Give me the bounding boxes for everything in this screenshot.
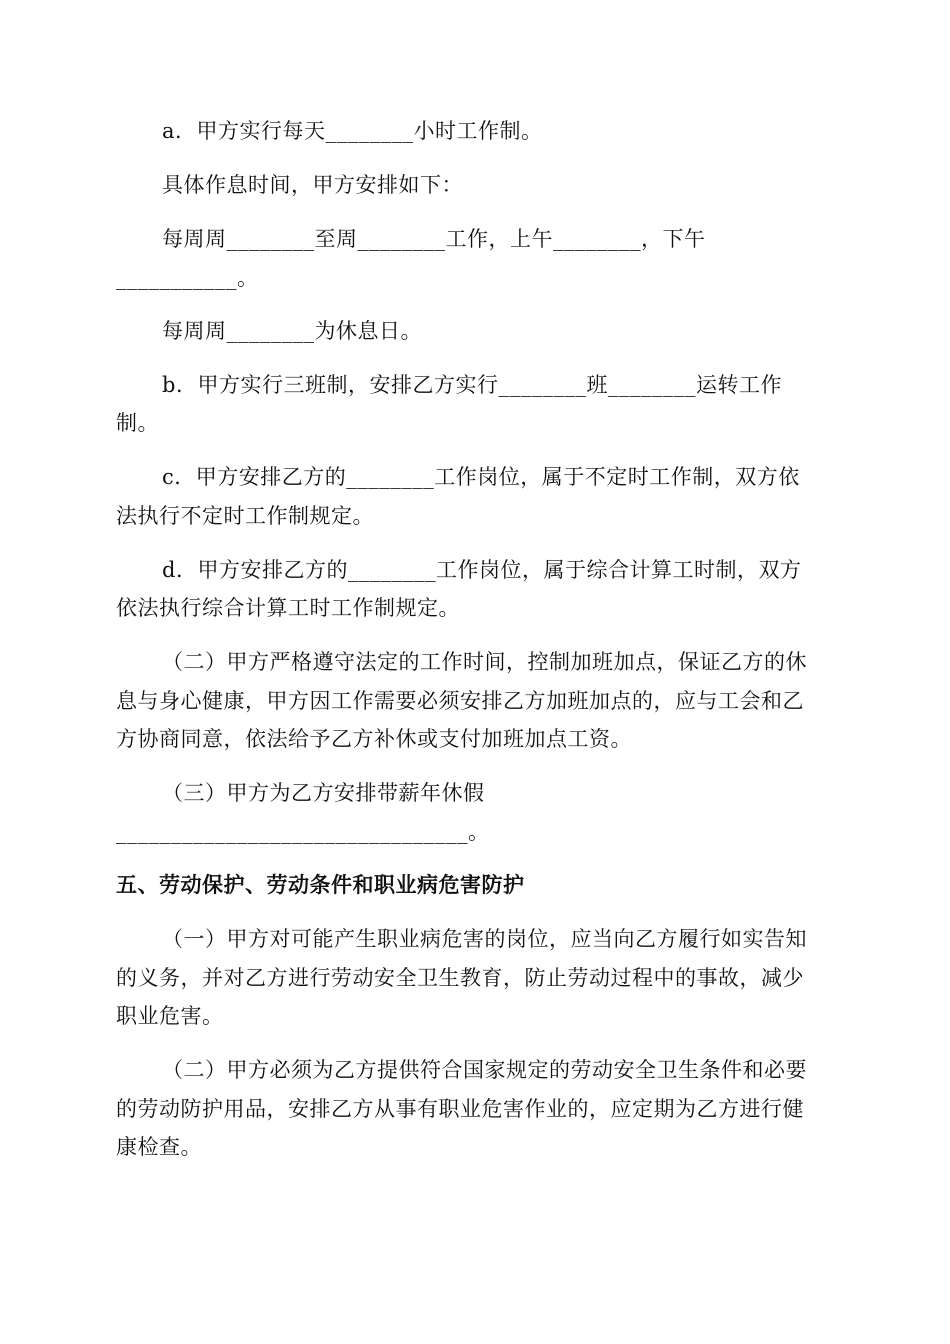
clause-d-line1: d．甲方安排乙方的________工作岗位，属于综合计算工时制，双方 — [162, 558, 802, 582]
section-5-heading: 五、劳动保护、劳动条件和职业病危害防护 — [116, 873, 525, 897]
clause-b-line1: b．甲方实行三班制，安排乙方实行________班________运转工作 — [162, 373, 782, 397]
section-4-2-line1: （二）甲方严格遵守法定的工作时间，控制加班加点，保证乙方的休 — [162, 650, 807, 674]
section-5-1-line1: （一）甲方对可能产生职业病危害的岗位，应当向乙方履行如实告知 — [162, 927, 807, 951]
section-4-2-line3: 方协商同意，依法给予乙方补休或支付加班加点工资。 — [116, 727, 632, 751]
schedule-intro: 具体作息时间，甲方安排如下： — [162, 173, 463, 197]
clause-d-line2: 依法执行综合计算工时工作制规定。 — [116, 596, 460, 620]
section-5-2-line3: 康检查。 — [116, 1135, 202, 1159]
clause-c-line2: 法执行不定时工作制规定。 — [116, 504, 374, 528]
section-5-1-line2: 的义务，并对乙方进行劳动安全卫生教育，防止劳动过程中的事故，减少 — [116, 966, 804, 990]
section-5-1-line3: 职业危害。 — [116, 1004, 224, 1028]
section-4-3-line2: ________________________________。 — [116, 820, 490, 844]
section-5-2-line1: （二）甲方必须为乙方提供符合国家规定的劳动安全卫生条件和必要 — [162, 1058, 807, 1082]
rest-day-line: 每周周________为休息日。 — [162, 319, 422, 343]
clause-c-line1: c．甲方安排乙方的________工作岗位，属于不定时工作制，双方依 — [162, 465, 800, 489]
section-5-2-line2: 的劳动防护用品，安排乙方从事有职业危害作业的，应定期为乙方进行健 — [116, 1097, 804, 1121]
weekly-schedule-line2: ___________。 — [116, 266, 259, 290]
section-4-3-line1: （三）甲方为乙方安排带薪年休假 — [162, 781, 485, 805]
section-4-2-line2: 息与身心健康，甲方因工作需要必须安排乙方加班加点的，应与工会和乙 — [116, 689, 804, 713]
clause-b-line2: 制。 — [116, 411, 159, 435]
weekly-schedule-line1: 每周周________至周________工作，上午________，下午 — [162, 227, 706, 251]
clause-a: a．甲方实行每天________小时工作制。 — [162, 119, 543, 143]
